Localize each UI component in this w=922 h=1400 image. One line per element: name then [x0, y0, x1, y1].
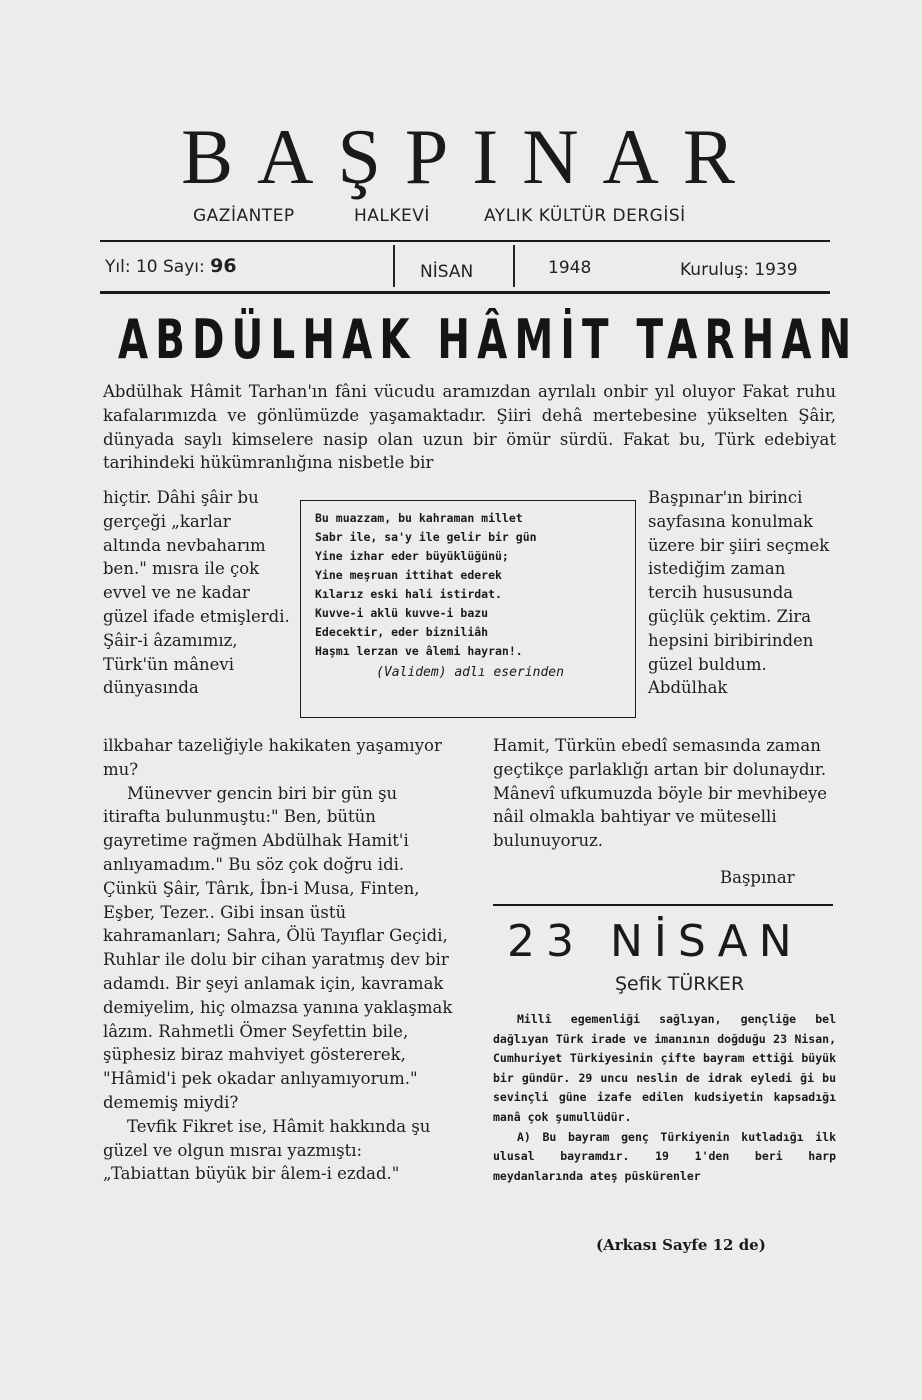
article-lower-right: Hamit, Türkün ebedî semasında zaman geçtikçe parlaklığı artan bir dolunaydır. Mânevî ufkumuzda böyle bir mevhibeye nâil olmakla bahtiyar ve müteselli bulunuyoruz. [493, 736, 828, 851]
section-author: Şefik TÜRKER [615, 973, 745, 995]
issue-year: 1948 [548, 258, 592, 278]
article-right-column: Başpınar'ın birinci sayfasına konulmak üzere bir şiiri seçmek istediğim zaman tercih hususunda güçlük çektim. Zira hepsini biribirinden güzel buldum. Abdülhak [648, 488, 830, 698]
paragraph: ilkbahar tazeliğiyle hakikaten yaşamıyor mu? [103, 736, 442, 779]
issue-number: 96 [210, 255, 237, 277]
poem-line: Bu muazzam, bu kahraman millet [315, 511, 523, 525]
poem-line: Kuvve-i aklü kuvve-i bazu [315, 606, 489, 620]
paragraph: Münevver gencin biri bir gün şu itirafta bulunmuştu:" Ben, bütün gayretime rağmen Abdülhak Hamit'i anlıyamadım." Bu söz çok doğru idi. Çünkü Şâir, Târık, İbn-i Musa, Finten, Eşber, Tezer.. Gibi insan üstü kahramanları; Sahra, Ölü Tayıflar Geçidi, Ruhlar ile dolu bir cihan yaratmış dev bir adamdı. Bir şeyi anlamak için, kavramak demiyelim, hiç olmazsa yanına yaklaşmak lâzım. Rahmetli Ömer Seyfettin bile, şüphesiz biraz mahviyet göstererek, "Hâmid'i pek okadar anlıyamıyorum." dememiş miydi? [103, 783, 453, 1112]
article-intro: Abdülhak Hâmit Tarhan'ın fâni vücudu aramızdan ayrılalı onbir yıl oluyor Fakat ruhu kafalarımızda ve gönlümüzde yaşamaktadır. Şiiri dehâ mertebesine yükselten Şâir, dünyada saylı kimselere nasip olan uzun bir ömür sürdü. Fakat bu, Türk edebiyat tarihindeki hükümranlığına nisbetle bir [103, 382, 836, 473]
subtitle-city: GAZİANTEP [193, 206, 295, 226]
paragraph: Millî egemenliği sağlıyan, gençliğe bel dağlıyan Türk irade ve imanının doğduğu 23 Nisan, Cumhuriyet Türkiyesinin çifte bayram ettiği büyük bir gündür. 29 uncu neslin de idrak eyledi ği bu sevinçli güne izafe edilen kudsiyetin kapsadığı manâ çok şumullüdür. [493, 1012, 836, 1124]
poem-line: Yine meşruan ittihat ederek [315, 568, 502, 582]
issue-month: NİSAN [420, 262, 474, 282]
issue-volume: Yıl: 10 Sayı: [105, 257, 205, 277]
poem-box [300, 500, 636, 718]
poem-line: Haşmı lerzan ve âlemi hayran!. [315, 644, 523, 658]
issue-info [105, 255, 237, 277]
article-title: ABDÜLHAK HÂMİT TARHAN [118, 308, 859, 371]
paragraph: Tevfik Fikret ise, Hâmit hakkında şu güzel ve olgun mısraı yazmıştı: „Tabiattan büyük bir âlem-i ezdad." [103, 1116, 431, 1184]
subtitle-description: AYLIK KÜLTÜR DERGİSİ [484, 206, 686, 226]
article-lower-left [103, 734, 453, 1186]
masthead-rule-top [100, 240, 830, 242]
poem-line: Yine izhar eder büyüklüğünü; [315, 549, 509, 563]
poem-line: Sabr ile, sa'y ile gelir bir gün [315, 530, 537, 544]
section-rule [493, 904, 833, 906]
article-left-column: hiçtir. Dâhi şâir bu gerçeği „karlar altında nevbaharım ben." mısra ile çok evvel ve ne kadar güzel ifade etmişlerdi. Şâir-i âzamımız, Türk'ün mânevi dünyasında [103, 488, 290, 698]
continued-note: (Arkası Sayfe 12 de) [596, 1236, 766, 1254]
paragraph: A) Bu bayram genç Türkiyenin kutladığı ilk ulusal bayramdır. 19 1'den beri harp meydanlarında ateş püskürenler [493, 1129, 836, 1183]
poem-source: (Validem) adlı eserinden [376, 665, 564, 680]
subtitle-publisher: HALKEVİ [354, 206, 430, 226]
poem-line: Edecektir, eder bizniliâh [315, 625, 489, 639]
masthead-rule-bottom [100, 291, 830, 294]
issue-founded: Kuruluş: 1939 [680, 260, 798, 280]
article-signature: Başpınar [720, 868, 795, 887]
magazine-title: BAŞPINAR [181, 113, 759, 200]
poem-line: Kılarız eski hali istirdat. [315, 587, 502, 601]
section-body [493, 1010, 836, 1186]
section-title: 23 NİSAN [507, 916, 803, 967]
